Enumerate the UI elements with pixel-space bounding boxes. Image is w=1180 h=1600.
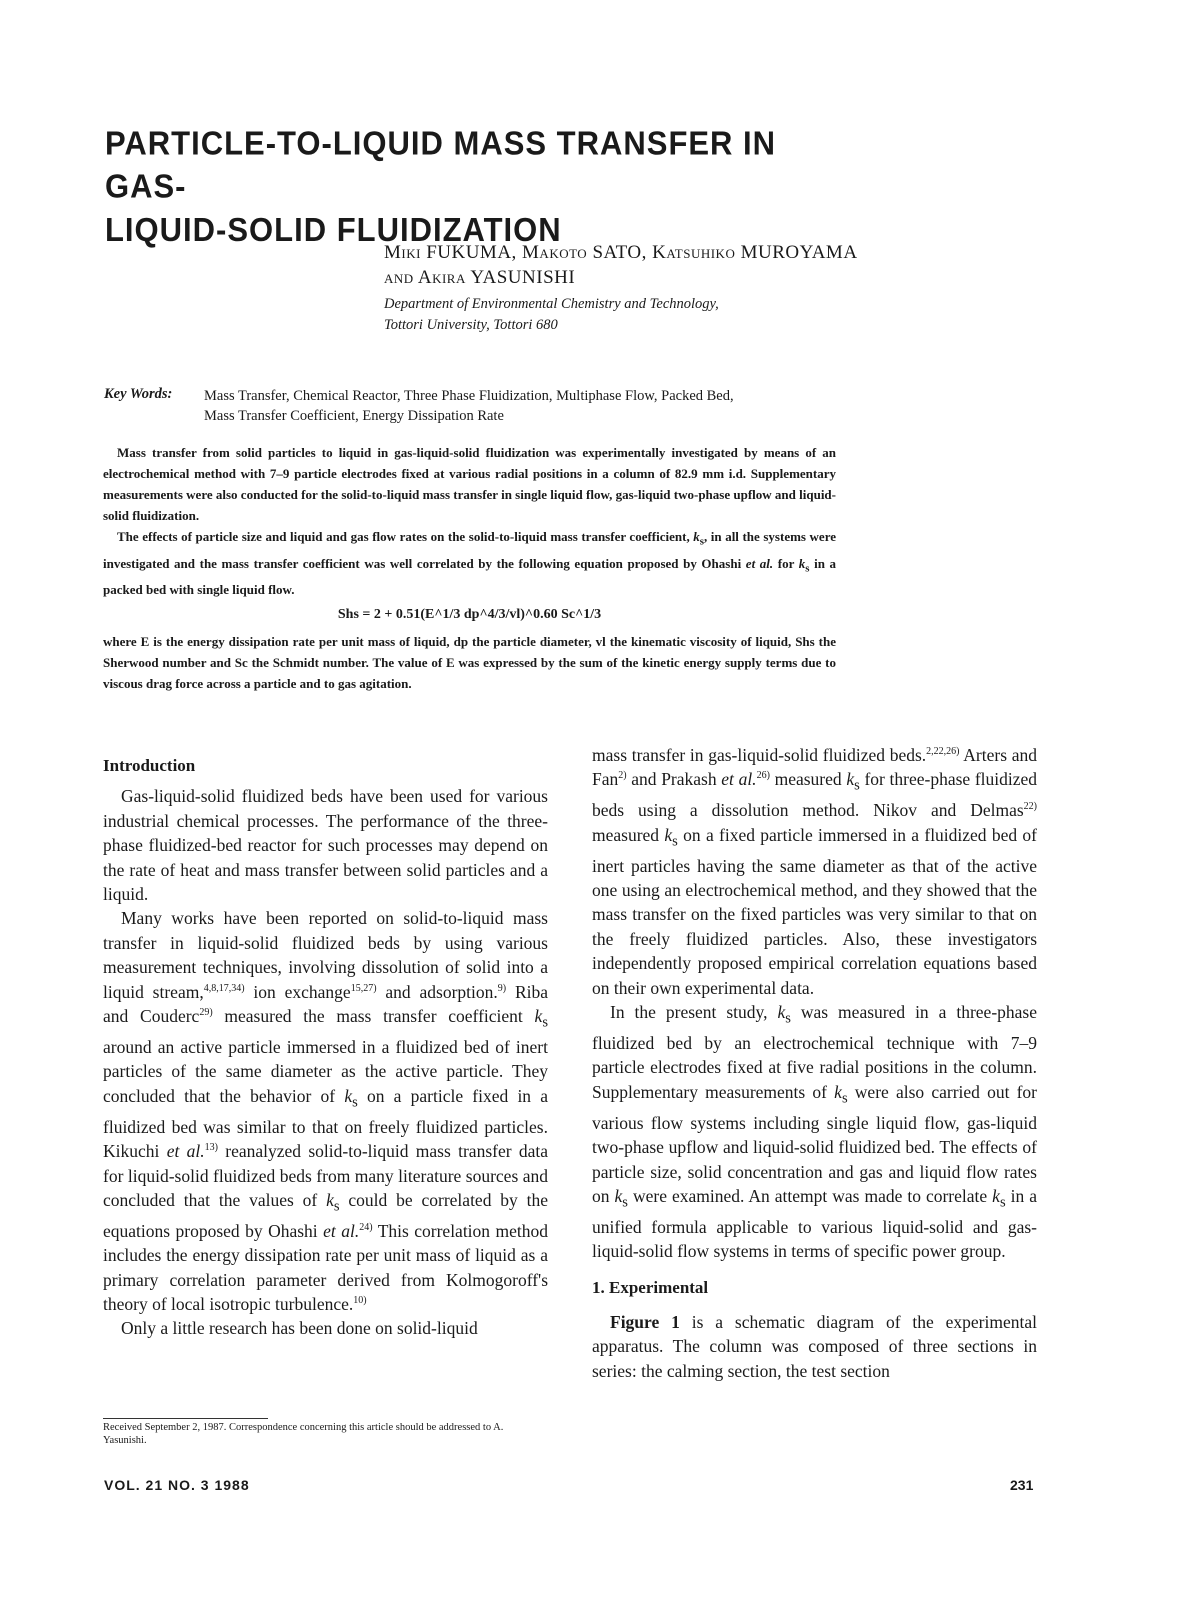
abstract-paragraph-2: The effects of particle size and liquid and gas flow rates on the solid-to-liquid mass transfer coefficient, $k_s$, in all the systems were investigated and the mass transfer coefficient was well correlated by the following equation proposed by Ohashi et al. for $k_s$ in a packed bed with single liquid flow. — [103, 529, 837, 598]
right-paragraph-1: mass transfer in gas-liquid-solid fluidized beds.$^{2,22,26)}$ Arters and Fan$^{2)}$ and Prakash et al.$^{26)}$ measured $k_s$ for three-phase fluidized beds using a dissolution method. Nikov and Delmas$^{22)}$ measured $k_s$ on a fixed particle immersed in a fluidized bed of inert particles having the same diameter as that of the active one using an electrochemical method, and they showed that the mass transfer on the fixed particles was very similar to that on the freely fluidized particles. Also, these investigators independently proposed empirical correlation equations based on their own experimental data. — [592, 745, 1038, 998]
affiliation — [384, 294, 719, 336]
introduction-heading: Introduction — [103, 756, 196, 775]
abstract-paragraph-1: Mass transfer from solid particles to liquid in gas-liquid-solid fluidization was experimentally investigated by means of an electrochemical method with 7–9 particle electrodes fixed at various radial positions in a column of 82.9 mm i.d. Supplementary measurements were also conducted for the solid-to-liquid mass transfer in single liquid flow, gas-liquid two-phase upflow and liquid-solid fluidization. — [103, 445, 836, 523]
left-column — [103, 754, 548, 1341]
intro-paragraph-1: Gas-liquid-solid fluidized beds have been used for various industrial chemical processes. The performance of the three-phase fluidized-bed reactor for such processes may depend on the rate of heat and mass transfer between solid particles and a liquid. — [103, 786, 548, 905]
keywords-line-2: Mass Transfer Coefficient, Energy Dissipation Rate — [204, 408, 504, 424]
keywords-line-1: Mass Transfer, Chemical Reactor, Three Phase Fluidization, Multiphase Flow, Packed Bed, — [204, 388, 734, 404]
experimental-heading: 1. Experimental — [592, 1277, 709, 1297]
authors-line-2: and Akira YASUNISHI — [384, 267, 576, 288]
affiliation-line-2: Tottori University, Tottori 680 — [384, 317, 558, 333]
footnote-divider — [103, 1418, 268, 1419]
title-line-1: PARTICLE-TO-LIQUID MASS TRANSFER IN GAS- — [105, 124, 777, 206]
right-paragraph-2: In the present study, $k_s$ was measured in a three-phase fluidized bed by an electrochemical technique with 7–9 particle electrodes fixed at five radial positions in the column. Supplementary measurements of $k_s$ were also carried out for various flow systems including single liquid flow, gas-liquid two-phase upflow and liquid-solid fluidized bed. The effects of particle size, solid concentration and gas and liquid flow rates on $k_s$ were examined. An attempt was made to correlate $k_s$ in a unified formula applicable to various liquid-solid and gas-liquid-solid flow systems in terms of specific power group. — [592, 1002, 1038, 1262]
affiliation-line-1: Department of Environmental Chemistry and Technology, — [384, 296, 719, 312]
paper-title — [105, 122, 825, 252]
intro-paragraph-3: Only a little research has been done on solid-liquid — [121, 1318, 478, 1339]
journal-volume: VOL. 21 NO. 3 1988 — [104, 1477, 250, 1493]
intro-paragraph-2: Many works have been reported on solid-to-liquid mass transfer in liquid-solid fluidized beds by using various measurement techniques, involving dissolution of solid into a liquid stream,$^{4,8,17,34)}$ ion exchange$^{15,27)}$ and adsorption.$^{9)}$ Riba and Couderc$^{29)}$ measured the mass transfer coefficient $k_s$ around an active particle immersed in a fluidized bed of inert particles of the same diameter as the active particle. They concluded that the behavior of $k_s$ on a particle fixed in a fluidized bed was similar to that on freely fluidized particles. Kikuchi et al.$^{13)}$ reanalyzed solid-to-liquid mass transfer data for liquid-solid fluidized beds from many literature sources and concluded that the values of $k_s$ could be correlated by the equations proposed by Ohashi et al.$^{24)}$ This correlation method includes the energy dissipation rate per unit mass of liquid as a primary correlation parameter derived from Kolmogoroff's theory of local isotropic turbulence.$^{10)}$ — [103, 908, 549, 1315]
keywords-label: Key Words: — [104, 386, 173, 402]
abstract — [103, 442, 836, 694]
right-column — [592, 743, 1037, 1383]
experimental-paragraph-1: Figure 1 is a schematic diagram of the experimental apparatus. The column was composed of three sections in series: the calming section, the test section — [592, 1312, 1037, 1381]
author-list — [384, 240, 1024, 290]
footnote: Received September 2, 1987. Correspondence concerning this article should be addressed to A. Yasunishi. — [103, 1422, 504, 1446]
title-line-2: LIQUID-SOLID FLUIDIZATION — [105, 210, 562, 249]
authors-line-1: Miki FUKUMA, Makoto SATO, Katsuhiko MUROYAMA — [384, 242, 858, 263]
abstract-equation: Shs = 2 + 0.51(E^1/3 dp^4/3/vl)^0.60 Sc^1/3 — [337, 607, 602, 623]
abstract-paragraph-3: where E is the energy dissipation rate per unit mass of liquid, dp the particle diameter, vl the kinematic viscosity of liquid, Shs the Sherwood number and Sc the Schmidt number. The value of E was expressed by the sum of the kinetic energy supply terms due to viscous drag force across a particle and to gas agitation. — [103, 634, 836, 692]
page-number: 231 — [1010, 1477, 1034, 1493]
keywords-text — [204, 386, 854, 426]
